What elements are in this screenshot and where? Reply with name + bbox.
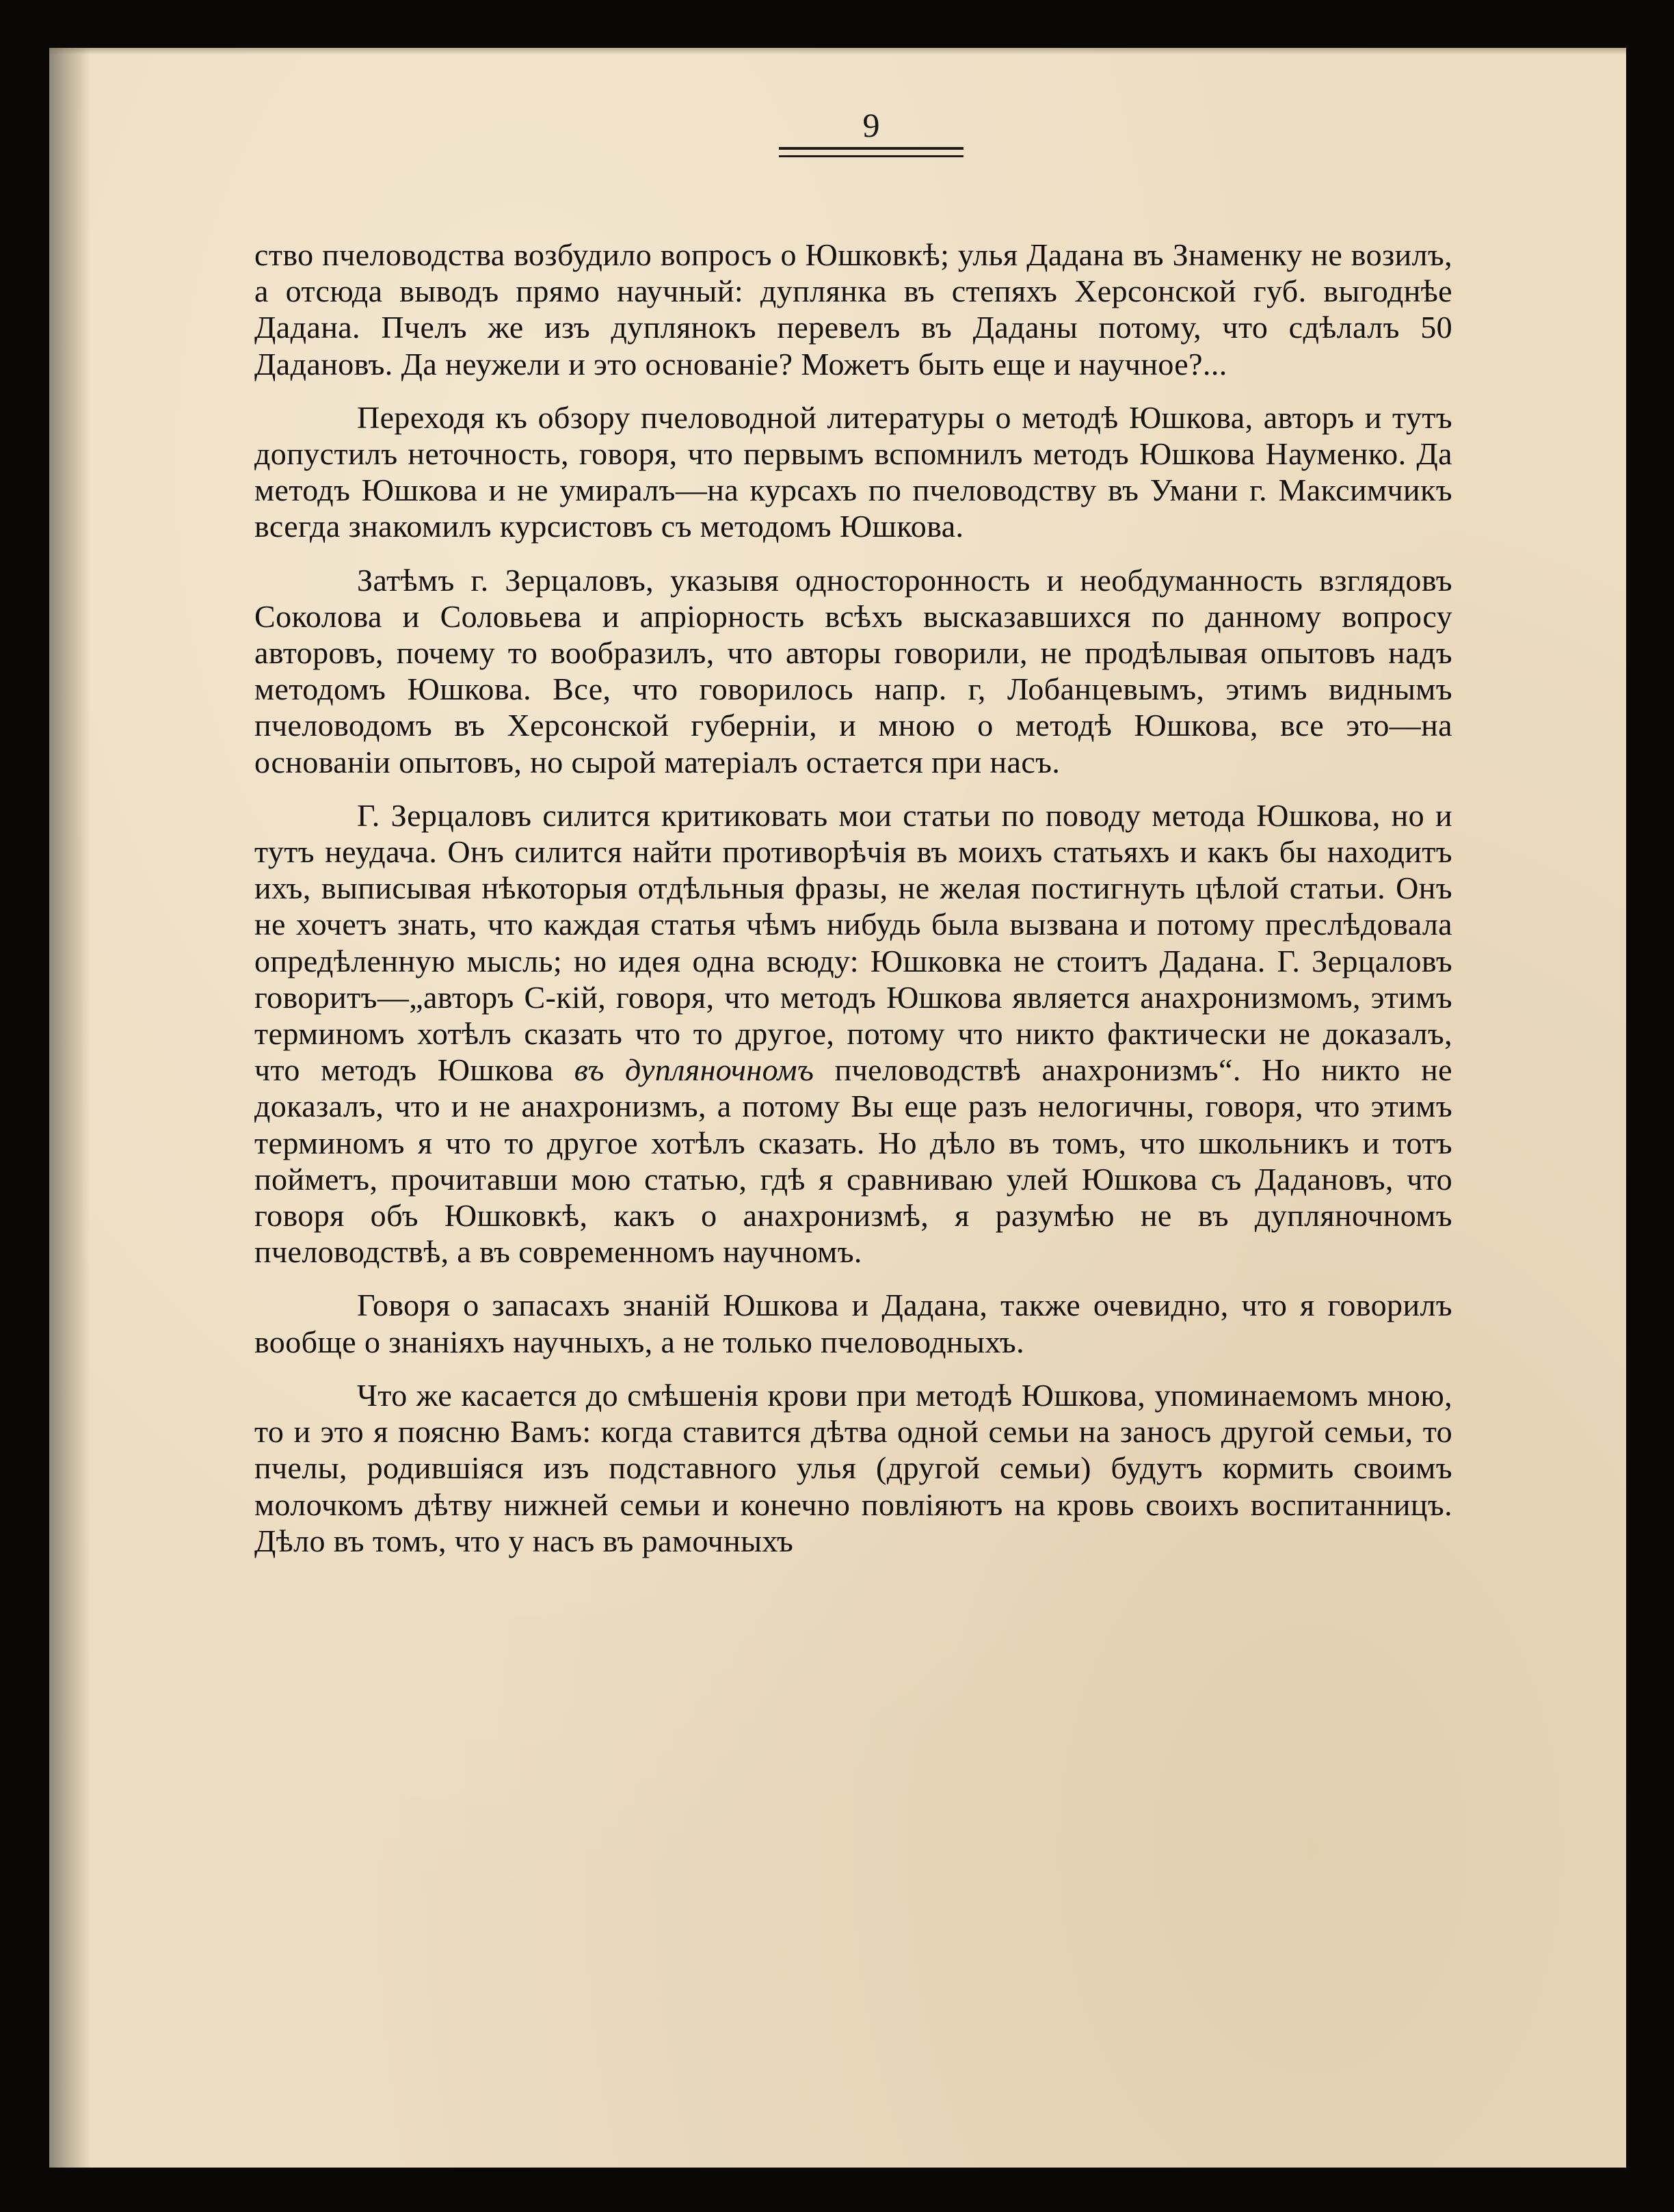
- page-header: [775, 106, 967, 157]
- body-text: [254, 237, 1452, 1559]
- paragraph-1: ство пчеловодства возбудило вопросъ о Юшковкѣ; улья Дадана въ Знаменку не возилъ, а отсюда выводъ прямо научный: дуплянка въ степяхъ Херсонской губ. выгоднѣе Дадана. Пчелъ же изъ дуплянокъ перевелъ въ Даданы потому, что сдѣлалъ 50 Дадановъ. Да неужели и это основанiе? Можетъ быть еще и научное?...: [254, 237, 1452, 382]
- page-binding-shadow: [49, 48, 90, 2168]
- paragraph-4: [254, 797, 1452, 1270]
- paragraph-6: Что же касается до смѣшенiя крови при методѣ Юшкова, упоминаемомъ мною, то и это я поясню Вамъ: когда ставится дѣтва одной семьи на заносъ другой семьи, то пчелы, родившiяся изъ подставного улья (другой семьи) будутъ кормить своимъ молочкомъ дѣтву нижней семьи и конечно повлiяютъ на кровь своихъ воспитанницъ. Дѣло въ томъ, что у насъ въ рамочныхъ: [254, 1377, 1452, 1558]
- paragraph-4-part-1: Г. Зерцаловъ силится критиковать мои статьи по поводу метода Юшкова, но и тутъ неудача. Онъ силится найти противорѣчiя въ моихъ статьяхъ и какъ бы находитъ ихъ, выписывая нѣкоторыя отдѣльныя фразы, не желая постигнуть цѣлой статьи. Онъ не хочетъ знать, что каждая статья чѣмъ нибудь была вызвана и потому преслѣдовала опредѣленную мысль; но идея одна всюду: Юшковка не стоитъ Дадана. Г. Зерцаловъ говоритъ—„авторъ С-кiй, говоря, что методъ Юшкова является анахронизмомъ, этимъ терминомъ хотѣлъ сказать что то другое, потому что никто фактически не доказалъ, что методъ Юшкова: [254, 797, 1452, 1088]
- paragraph-2: Переходя къ обзору пчеловодной литературы о методѣ Юшкова, авторъ и тутъ допустилъ неточность, говоря, что первымъ вспомнилъ методъ Юшкова Науменко. Да методъ Юшкова и не умиралъ—на курсахъ по пчеловодству въ Умани г. Максимчикъ всегда знакомилъ курсистовъ съ методомъ Юшкова.: [254, 399, 1452, 544]
- paragraph-5: Говоря о запасахъ знанiй Юшкова и Дадана, также очевидно, что я говорилъ вообще о знанiяхъ научныхъ, а не только пчеловодныхъ.: [254, 1288, 1452, 1359]
- paragraph-4-part-2: пчеловодствѣ анахронизмъ“. Но никто не доказалъ, что и не анахронизмъ, а потому Вы еще разъ нелогичны, говоря, что этимъ терминомъ я что то другое хотѣлъ сказать. Но дѣло въ томъ, что школьникъ и тотъ пойметъ, прочитавши мою статью, гдѣ я сравниваю улей Юшкова съ Дадановъ, что говоря объ Юшковкѣ, какъ о анахронизмѣ, я разумѣю не въ дупляночномъ пчеловодствѣ, а въ современномъ научномъ.: [254, 1052, 1452, 1270]
- paragraph-4-italic: въ дупляночномъ: [574, 1052, 814, 1088]
- page-number: 9: [862, 106, 880, 144]
- header-double-rule: [779, 147, 964, 157]
- page-top-shadow: [49, 48, 1626, 55]
- paragraph-3: Затѣмъ г. Зерцаловъ, указывя односторонность и необдуманность взглядовъ Соколова и Соловьева и апрiорность всѣхъ высказавшихся по данному вопросу авторовъ, почему то вообразилъ, что авторы говорили, не продѣлывая опытовъ надъ методомъ Юшкова. Все, что говорилось напр. г, Лобанцевымъ, этимъ виднымъ пчеловодомъ въ Херсонской губернiи, и мною о методѣ Юшкова, все это—на основанiи опытовъ, но сырой матерiалъ остается при насъ.: [254, 562, 1452, 779]
